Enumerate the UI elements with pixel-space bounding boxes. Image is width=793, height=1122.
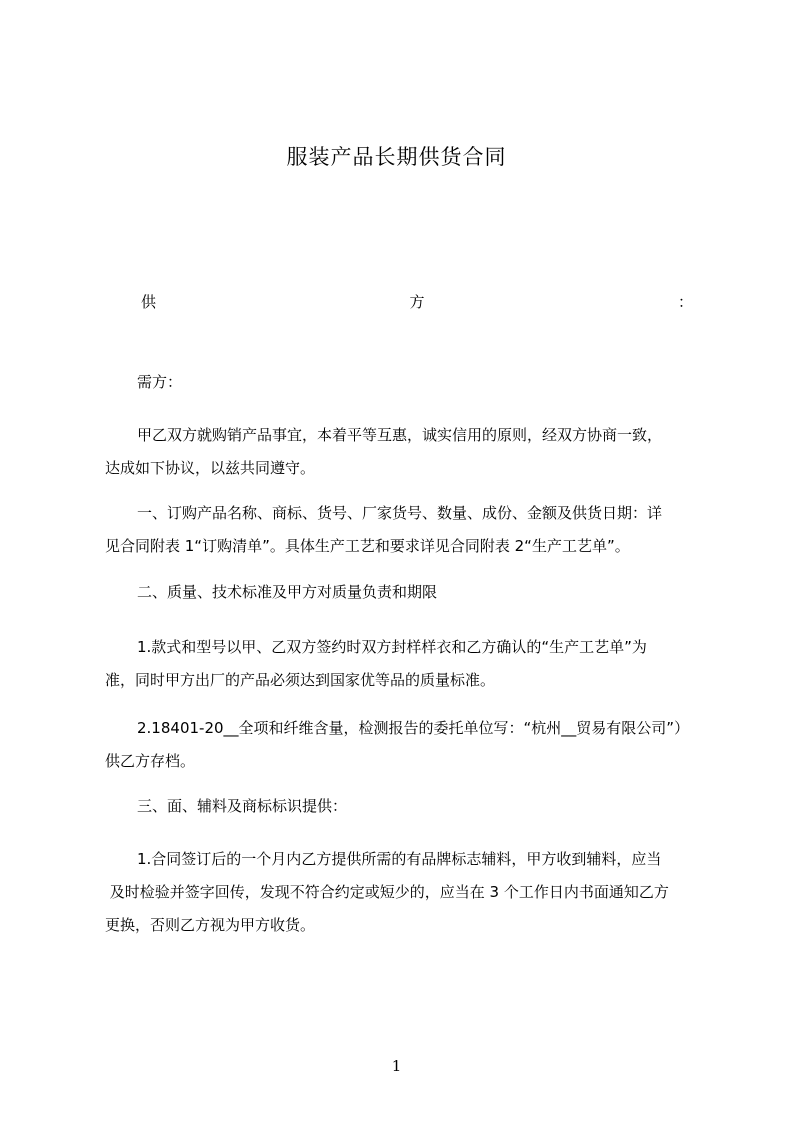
page-number: 1 — [391, 1057, 402, 1075]
paragraph-materials-1 — [105, 843, 705, 942]
paragraph-line: 1.合同签订后的一个月内乙方提供所需的有品牌标志辅料，甲方收到辅料，应当 — [137, 850, 662, 868]
paragraph-quality-2 — [105, 712, 705, 778]
document-title: 服装产品长期供货合同 — [286, 145, 507, 169]
paragraph-preamble — [105, 419, 705, 485]
section-heading-materials — [105, 790, 705, 823]
buyer-label: 需方： — [137, 373, 183, 391]
paragraph-line: 一、订购产品名称、商标、货号、厂家货号、数量、成份、金额及供货日期：详 — [137, 504, 663, 522]
paragraph-line: 及时检验并签字回传，发现不符合约定或短少的，应当在 3 个工作日内书面通知乙方 — [105, 883, 669, 901]
supplier-colon: ： — [677, 293, 693, 311]
paragraph-line: 甲乙双方就购销产品事宜，本着平等互惠，诚实信用的原则，经双方协商一致， — [137, 426, 663, 444]
paragraph-line: 更换，否则乙方视为甲方收货。 — [105, 916, 316, 934]
paragraph-line: 见合同附表 1“订购清单”。具体生产工艺和要求详见合同附表 2“生产工艺单”。 — [105, 537, 630, 555]
supplier-char-1: 供 — [141, 293, 157, 311]
supplier-line — [141, 290, 693, 314]
paragraph-line: 达成如下协议，以兹共同遵守。 — [105, 459, 316, 477]
buyer-line — [105, 366, 705, 399]
paragraph-line: 准，同时甲方出厂的产品必须达到国家优等品的质量标准。 — [105, 671, 496, 689]
section-heading-quality — [105, 576, 705, 609]
paragraph-section-1 — [105, 497, 705, 563]
paragraph-line: 供乙方存档。 — [105, 752, 196, 770]
paragraph-quality-1 — [105, 631, 705, 697]
paragraph-line: 1.款式和型号以甲、乙双方签约时双方封样样衣和乙方确认的“生产工艺单”为 — [137, 638, 647, 656]
paragraph-line: 二、质量、技术标准及甲方对质量负责和期限 — [137, 583, 438, 601]
paragraph-line: 2.18401-20__全项和纤维含量，检测报告的委托单位写：“杭州__贸易有限公司”） — [137, 719, 690, 737]
supplier-char-2: 方 — [409, 293, 425, 311]
paragraph-line: 三、面、辅料及商标标识提供： — [137, 797, 348, 815]
